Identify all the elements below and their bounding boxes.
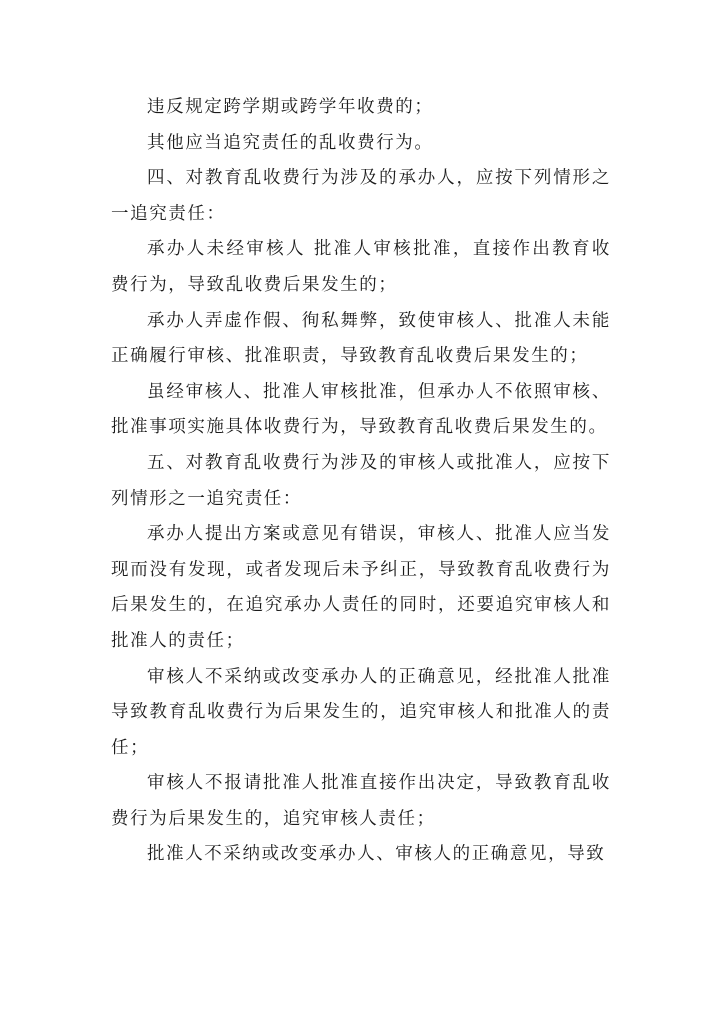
paragraph-6: 承办人提出方案或意见有错误，审核人、批准人应当发现而没有发现，或者发现后未予纠正，导致教育乱收费行为后果发生的，在追究承办人责任的同时，还要追究审核人和批准人的责任； [111, 524, 611, 651]
paragraph-3: 承办人未经审核人 批准人审核批准，直接作出教育收费行为，导致乱收费后果发生的； [111, 239, 611, 295]
section-heading-four: 四、对教育乱收费行为涉及的承办人，应按下列情形之一追究责任： [111, 168, 611, 224]
paragraph-1: 违反规定跨学期或跨学年收费的； [147, 97, 434, 117]
paragraph-9: 批准人不采纳或改变承办人、审核人的正确意见，导致 [147, 844, 606, 865]
paragraph-7: 审核人不采纳或改变承办人的正确意见，经批准人批准导致教育乱收费行为后果发生的，追究审核人和批准人的责任； [111, 666, 611, 758]
document-body [111, 90, 611, 873]
paragraph-2: 其他应当追究责任的乱收费行为。 [147, 132, 434, 153]
paragraph-8: 审核人不报请批准人批准直接作出决定，导致教育乱收费行为后果发生的，追究审核人责任； [111, 773, 611, 829]
paragraph-5: 虽经审核人、批准人审核批准，但承办人不依照审核、批准事项实施具体收费行为，导致教育乱收费后果发生的。 [111, 381, 611, 438]
paragraph-4: 承办人弄虚作假、徇私舞弊，致使审核人、批准人未能正确履行审核、批准职责，导致教育乱收费后果发生的； [111, 310, 611, 367]
section-heading-five: 五、对教育乱收费行为涉及的审核人或批准人，应按下列情形之一追究责任： [111, 452, 611, 509]
